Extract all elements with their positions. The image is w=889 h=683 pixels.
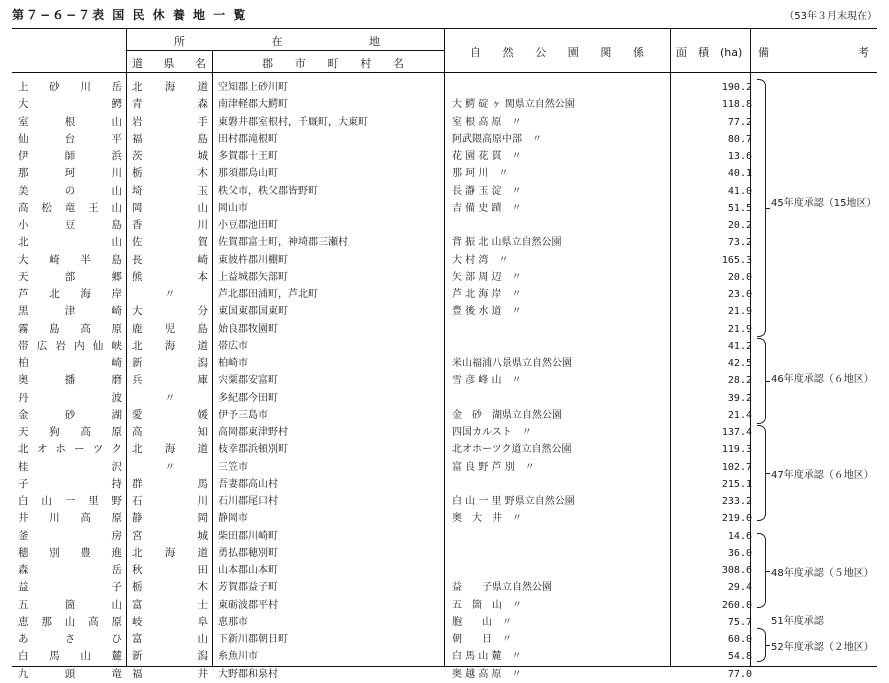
table-row (12, 528, 877, 545)
table-row (12, 441, 877, 458)
prefecture: 富 士 (132, 598, 208, 611)
table-row (12, 303, 877, 320)
table-row (12, 459, 877, 476)
area-ha: 219.0 (721, 513, 752, 525)
table-row (12, 407, 877, 424)
table-row (12, 666, 877, 683)
prefecture: 北 海 道 (132, 546, 208, 559)
prefecture: 埼 玉 (132, 184, 208, 197)
table-row (12, 476, 877, 493)
site-name: 奥 播 磨 (18, 374, 122, 387)
area-ha: 165.3 (721, 254, 752, 266)
natural-park (452, 528, 672, 545)
municipality: 岡山市 (218, 202, 248, 214)
natural-park (452, 79, 672, 96)
natural-park: 那 珂 川 〃 (452, 168, 509, 180)
table-row (12, 234, 877, 251)
area-ha: 73.2 (727, 237, 752, 249)
table-row (12, 510, 877, 527)
prefecture: 茨 城 (132, 150, 208, 162)
site-name: 室 根 山 (18, 115, 122, 128)
natural-park: 豊 後 水 道 〃 (452, 306, 522, 318)
site-name: 那 珂 川 (18, 167, 122, 180)
site-name: 大 崎 半 島 (18, 253, 122, 266)
header-municipality (212, 55, 444, 71)
table-row (12, 338, 877, 355)
municipality: 吾妻郡高山村 (218, 478, 278, 490)
site-name: 子 持 (18, 477, 122, 490)
prefecture: 静 岡 (132, 512, 208, 525)
site-name: 金 砂 湖 (18, 408, 122, 421)
site-name: 北 山 (18, 236, 122, 249)
group-brace (757, 338, 766, 424)
area-ha: 119.3 (721, 444, 752, 456)
group-brace (757, 79, 766, 337)
table-row (12, 79, 877, 96)
site-name: 仙 台 平 (18, 132, 122, 145)
area-ha: 36.0 (727, 547, 752, 559)
site-name: 高 松 竜 王 山 (18, 201, 122, 214)
area-ha: 14.6 (727, 530, 752, 542)
prefecture: 青 森 (132, 98, 208, 111)
municipality: 恵那市 (218, 616, 248, 628)
municipality: 芳賀郡益子町 (218, 582, 278, 594)
municipality: 三笠市 (218, 461, 248, 473)
prefecture: 栃 木 (132, 581, 208, 594)
natural-park (452, 390, 672, 407)
prefecture: 〃 (164, 288, 176, 300)
natural-park: 白 山 一 里 野県立自然公園 (452, 496, 575, 507)
site-name: あ さ ひ (18, 633, 122, 645)
natural-park: 阿武隈高原中部 〃 (452, 133, 542, 145)
site-name: 桂 沢 (18, 460, 122, 473)
natural-park: 背 振 北 山県立自然公園 (452, 237, 562, 249)
remark-47: 47年度承認（６地区） (771, 470, 874, 481)
table-row (12, 631, 877, 648)
area-ha: 77.0 (727, 668, 752, 680)
prefecture: 北 海 道 (132, 81, 208, 93)
table-row (12, 183, 877, 200)
area-ha: 21.4 (727, 409, 752, 421)
natural-park: 大 鰐 碇 ヶ 関県立自然公園 (452, 99, 575, 111)
natural-park: 大 村 湾 〃 (452, 254, 509, 266)
natural-park: 白 馬 山 麓 〃 (452, 651, 522, 663)
table-row (12, 321, 877, 338)
site-name: 穂 別 豊 進 (18, 546, 122, 559)
municipality: 秩父市，秩父郡皆野町 (218, 185, 318, 197)
header-park-text: 自 然 公 園 関 係 (470, 46, 644, 59)
municipality: 山本郡山本町 (218, 565, 278, 576)
municipality: 東国東郡国東町 (218, 306, 288, 318)
site-name: 上 砂 川 岳 (18, 81, 122, 93)
natural-park: 矢 部 周 辺 〃 (452, 271, 522, 283)
area-ha: 137.4 (721, 427, 752, 438)
site-name: 黒 津 崎 (18, 305, 122, 318)
remark-45: 45年度承認（15地区） (771, 198, 877, 209)
municipality: 多紀郡今田町 (218, 392, 278, 404)
table-row (12, 217, 877, 234)
site-name: 北 オ ホ ー ツ ク (18, 443, 122, 456)
natural-park: 五 箇 山 〃 (452, 599, 522, 611)
site-name: 美 の 山 (18, 184, 122, 197)
natural-park: 金 砂 湖県立自然公園 (452, 409, 562, 421)
area-ha: 77.2 (727, 116, 752, 128)
remark-48: 48年度承認（５地区） (771, 568, 874, 579)
table-row (12, 114, 877, 131)
area-ha: 118.8 (721, 99, 752, 111)
remark-51: 51年度承認 (771, 616, 824, 627)
header-prefecture (126, 55, 212, 71)
prefecture: 兵 庫 (132, 374, 208, 387)
natural-park: 北オホーツク道立自然公園 (452, 444, 572, 456)
site-name: 芦 北 海 岸 (18, 288, 122, 300)
natural-park: 朝 日 〃 (452, 634, 512, 645)
prefecture: 栃 木 (132, 167, 208, 180)
area-ha: 51.5 (727, 202, 752, 214)
site-name: 白 山 一 里 野 (18, 495, 122, 507)
natural-park: 花 園 花 貫 〃 (452, 151, 522, 162)
site-name: 小 豆 島 (18, 219, 122, 231)
natural-park: 吉 備 史 蹟 〃 (452, 202, 522, 214)
header-prefecture-text: 道 県 名 (132, 57, 206, 70)
area-ha: 233.2 (721, 496, 752, 507)
municipality: 南津軽郡大鰐町 (218, 99, 288, 111)
group-brace (757, 533, 766, 608)
table-row (12, 252, 877, 269)
area-ha: 102.7 (721, 461, 752, 473)
municipality: 石川郡尾口村 (218, 496, 278, 507)
prefecture: 鹿 児 島 (132, 322, 208, 335)
natural-park: 胞 山 〃 (452, 616, 512, 628)
municipality: 芦北郡田浦町，芦北町 (218, 289, 318, 300)
header-remarks-text: 備 考 (758, 46, 869, 59)
municipality: 枝幸郡浜頓別町 (218, 444, 288, 456)
site-name: 五 箇 山 (18, 598, 122, 611)
area-ha: 40.1 (727, 168, 752, 180)
natural-park: 奥 大 井 〃 (452, 513, 522, 525)
header-area: 面 積 (ha) (676, 46, 743, 59)
table-row (12, 579, 877, 596)
municipality: 柴田郡川崎町 (218, 530, 278, 542)
natural-park: 四国カルスト 〃 (452, 427, 532, 438)
table-body (12, 79, 877, 683)
site-name: 霧 島 高 原 (18, 322, 122, 335)
natural-park (452, 338, 672, 355)
table-row (12, 493, 877, 510)
prefecture: 香 川 (132, 219, 208, 231)
natural-park: 富 良 野 芦 別 〃 (452, 461, 535, 473)
table-row (12, 148, 877, 165)
municipality: 静岡市 (218, 513, 248, 525)
prefecture: 高 知 (132, 426, 208, 438)
area-ha: 75.7 (727, 616, 752, 628)
area-ha: 39.2 (727, 392, 752, 404)
area-ha: 41.0 (727, 185, 752, 197)
table-row (12, 648, 877, 665)
site-name: 伊 師 浜 (18, 150, 122, 162)
municipality: 下新川郡朝日町 (218, 634, 288, 645)
municipality: 宍粟郡安富町 (218, 375, 278, 387)
area-ha: 308.6 (721, 565, 752, 576)
table-row (12, 165, 877, 182)
table-title: 第７−６−７表 国 民 休 養 地 一 覧 (12, 8, 248, 22)
header-park (444, 44, 670, 60)
municipality: 東彼杵郡川棚町 (218, 254, 288, 266)
prefecture: 愛 媛 (132, 408, 208, 421)
header-remarks (750, 44, 877, 60)
municipality: 糸魚川市 (218, 651, 258, 663)
municipality: 東磐井郡室根村，千厩町，大東町 (218, 116, 368, 128)
natural-park: 奥 越 高 原 〃 (452, 668, 522, 680)
site-name: 帯 広 岩 内 仙 峡 (18, 339, 122, 352)
area-ha: 54.8 (727, 651, 752, 663)
table-row (12, 96, 877, 113)
site-name: 益 子 (18, 581, 122, 594)
table-row (12, 200, 877, 217)
site-name: 天 部 郷 (18, 270, 122, 283)
area-ha: 260.0 (721, 599, 752, 611)
municipality: 伊予三島市 (218, 409, 268, 421)
site-name: 天 狗 高 原 (18, 426, 122, 438)
table-row (12, 131, 877, 148)
site-name: 釜 房 (18, 529, 122, 542)
natural-park (452, 217, 672, 234)
table-row (12, 372, 877, 389)
table-row (12, 562, 877, 579)
area-ha: 21.9 (727, 306, 752, 318)
municipality: 高岡郡東津野村 (218, 427, 288, 438)
prefecture: 〃 (164, 391, 176, 404)
municipality: 勇払郡穂別町 (218, 547, 278, 559)
municipality: 東砺波郡平村 (218, 599, 278, 611)
natural-park: 雪 彦 峰 山 〃 (452, 375, 522, 387)
header-municipality-text: 郡 市 町 村 名 (262, 57, 404, 70)
group-brace (757, 425, 766, 521)
remark-46: 46年度承認（６地区） (771, 374, 874, 385)
site-name: 恵 那 山 高 原 (18, 615, 122, 628)
prefecture: 新 潟 (132, 357, 208, 369)
prefecture: 福 井 (132, 667, 208, 680)
municipality: 上益城郡矢部町 (218, 271, 288, 283)
prefecture: 長 崎 (132, 253, 208, 266)
area-ha: 23.0 (727, 289, 752, 300)
prefecture: 宮 城 (132, 529, 208, 542)
area-ha: 29.4 (727, 582, 752, 594)
prefecture: 福 島 (132, 132, 208, 145)
prefecture: 富 山 (132, 633, 208, 645)
site-name: 九 頭 竜 (18, 667, 122, 680)
area-ha: 60.0 (727, 634, 752, 645)
municipality: 柏崎市 (218, 358, 248, 369)
municipality: 帯広市 (218, 340, 248, 352)
area-ha: 13.6 (727, 151, 752, 162)
municipality: 大野郡和泉村 (218, 668, 278, 680)
natural-park: 益 子県立自然公園 (452, 582, 552, 594)
location-sub-rule (126, 50, 444, 51)
natural-park: 芦 北 海 岸 〃 (452, 289, 522, 300)
area-ha: 20.0 (727, 271, 752, 283)
area-ha: 80.7 (727, 133, 752, 145)
site-name: 柏 崎 (18, 357, 122, 369)
natural-park (452, 321, 672, 338)
municipality: 多賀郡十王町 (218, 151, 278, 162)
header-location-text: 所 在 地 (174, 35, 380, 48)
table-row (12, 269, 877, 286)
natural-park (452, 562, 672, 579)
area-ha: 41.2 (727, 340, 752, 352)
prefecture: 北 海 道 (132, 339, 208, 352)
municipality: 始良郡牧園町 (218, 323, 278, 335)
remark-52: 52年度承認（２地区） (771, 642, 874, 653)
prefecture: 群 馬 (132, 477, 208, 490)
area-ha: 21.9 (727, 323, 752, 335)
natural-park: 室 根 高 原 〃 (452, 116, 522, 128)
area-ha: 215.1 (721, 478, 752, 490)
prefecture: 秋 田 (132, 564, 208, 576)
municipality: 空知郡上砂川町 (218, 82, 288, 93)
prefecture: 岡 山 (132, 201, 208, 214)
municipality: 小豆郡池田町 (218, 220, 278, 231)
prefecture: 岩 手 (132, 115, 208, 128)
prefecture: 熊 本 (132, 270, 208, 283)
site-name: 大 鰐 (18, 98, 122, 111)
as-of-date: （53年３月末現在） (784, 11, 877, 22)
table-row (12, 424, 877, 441)
prefecture: 北 海 道 (132, 443, 208, 456)
natural-park (452, 476, 672, 493)
prefecture: 新 潟 (132, 650, 208, 663)
header-location (126, 33, 444, 49)
table-row (12, 545, 877, 562)
site-name: 井 川 高 原 (18, 512, 122, 525)
table-row (12, 355, 877, 372)
site-name: 丹 波 (18, 391, 122, 404)
prefecture: 岐 阜 (132, 615, 208, 628)
municipality: 佐賀郡富士町，神埼郡三瀬村 (218, 237, 348, 249)
natural-park (452, 545, 672, 562)
site-name: 白 馬 山 麓 (18, 650, 122, 663)
prefecture: 大 分 (132, 305, 208, 318)
area-ha: 28.2 (727, 375, 752, 387)
natural-park: 長 瀞 玉 淀 〃 (452, 185, 522, 197)
area-ha: 20.2 (727, 220, 752, 231)
table-row (12, 286, 877, 303)
table-row (12, 597, 877, 614)
area-ha: 190.2 (721, 82, 752, 93)
group-brace (757, 628, 766, 662)
prefecture: 石 川 (132, 495, 208, 507)
natural-park: 米山福浦八景県立自然公園 (452, 358, 572, 369)
municipality: 田村郡滝根町 (218, 133, 278, 145)
prefecture: 〃 (164, 460, 176, 473)
municipality: 那須郡烏山町 (218, 168, 278, 180)
area-ha: 42.5 (727, 358, 752, 369)
table-row (12, 614, 877, 631)
table-row (12, 390, 877, 407)
site-name: 森 岳 (18, 564, 122, 576)
prefecture: 佐 賀 (132, 236, 208, 249)
